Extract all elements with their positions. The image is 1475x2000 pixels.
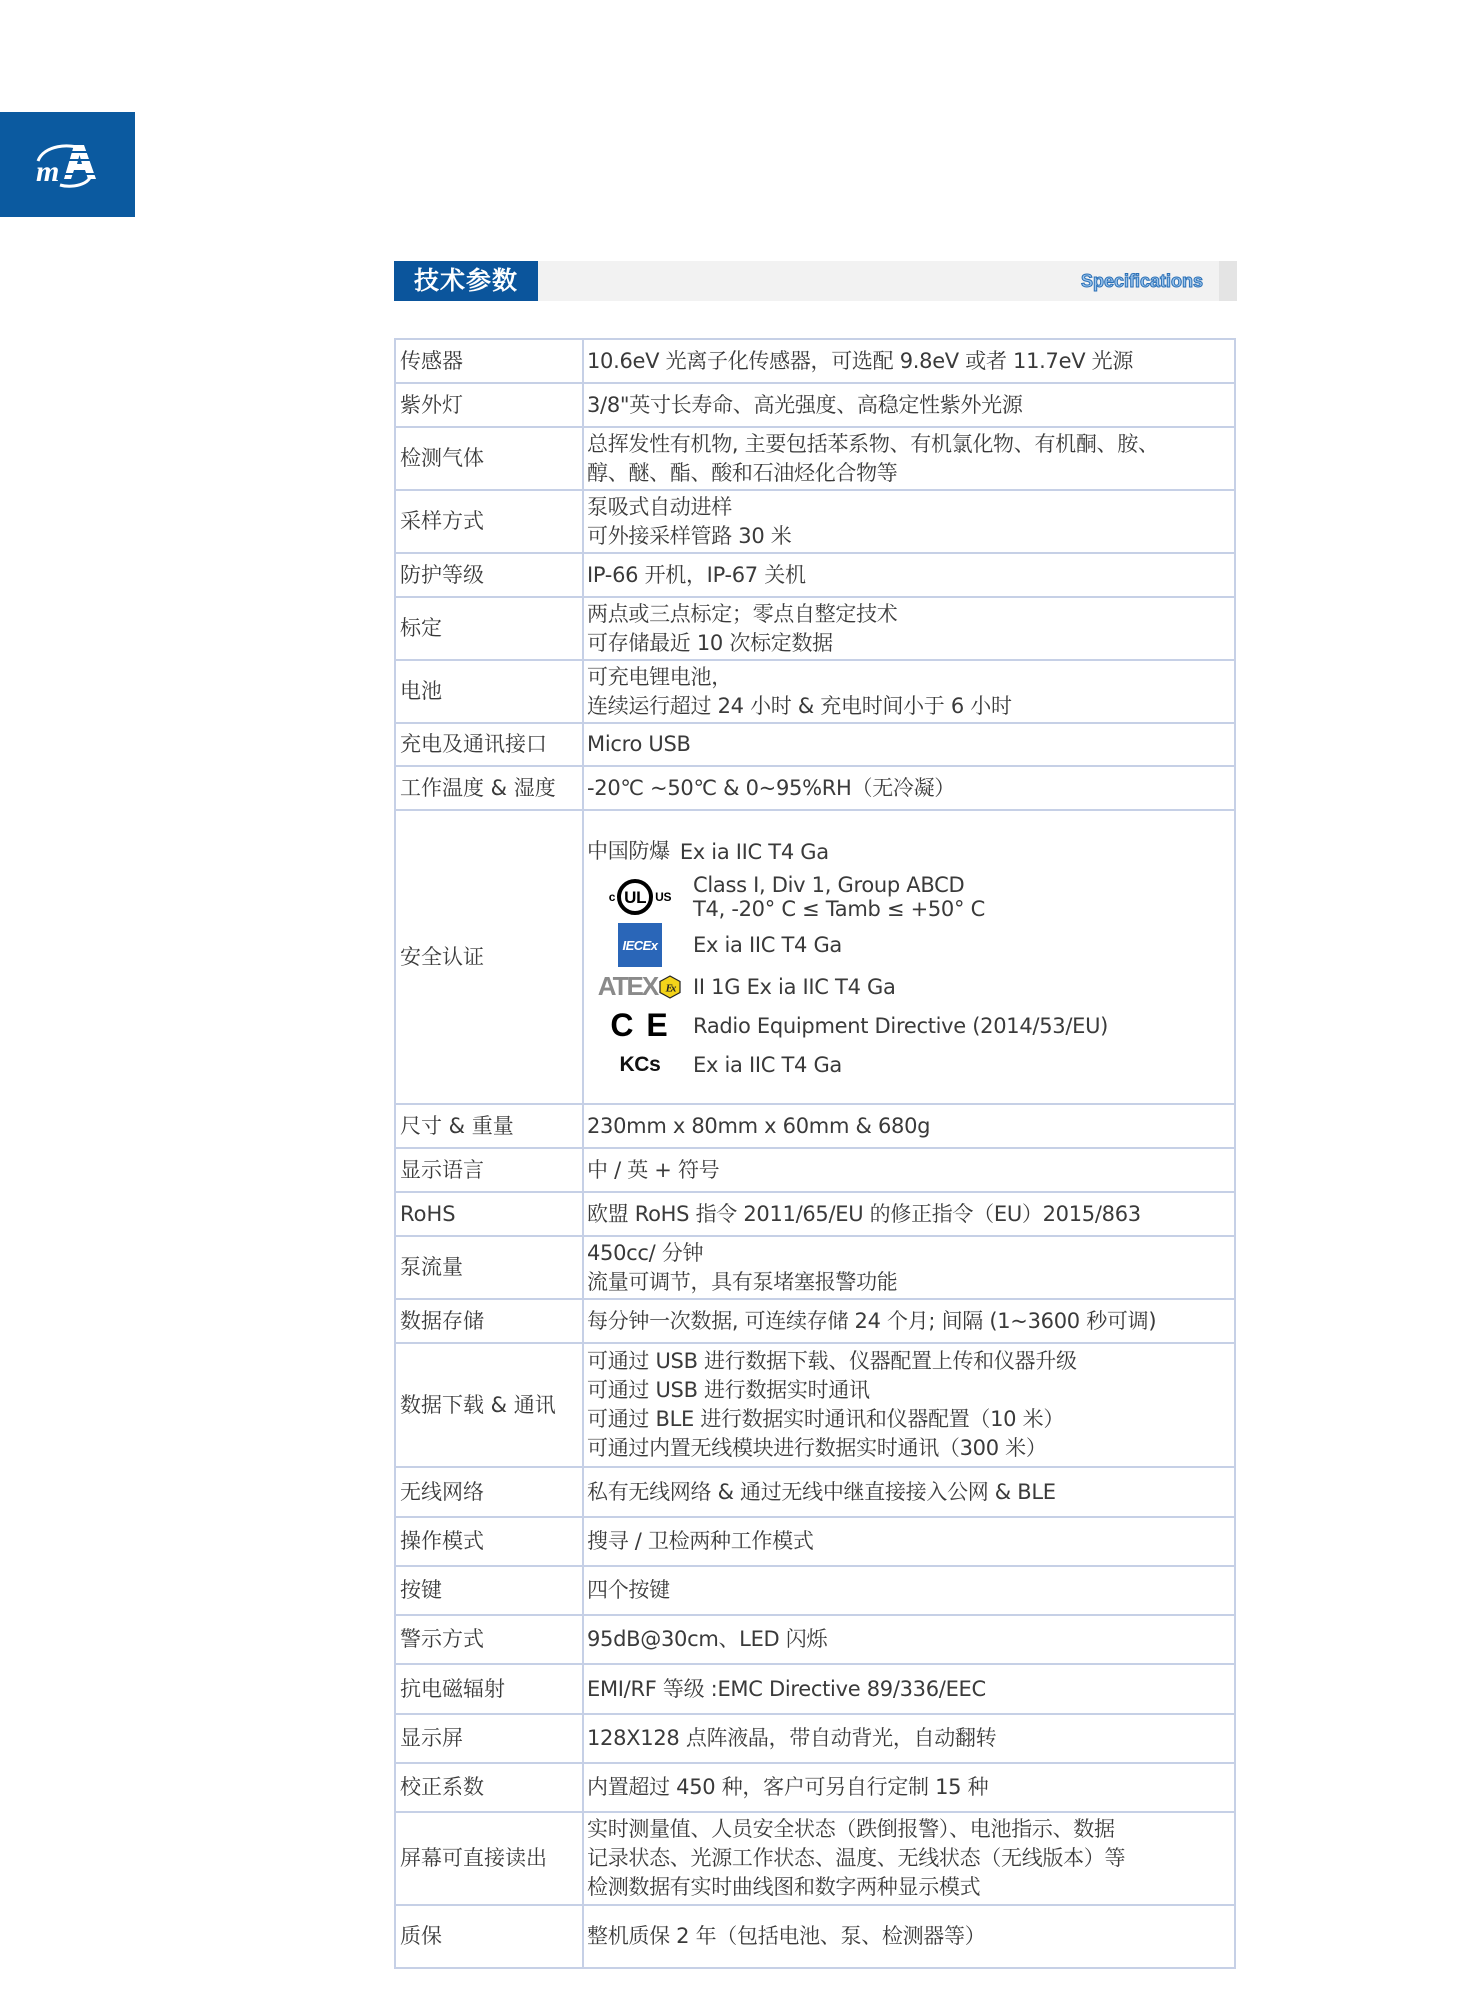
- cert-ul-text: Class I, Div 1, Group ABCD T4, -20° C ≤ Tamb ≤ +50° C: [693, 873, 985, 921]
- spec-label: 抗电磁辐射: [395, 1664, 583, 1714]
- table-row: [395, 1812, 1235, 1905]
- table-row: [395, 766, 1235, 810]
- table-row: [395, 1148, 1235, 1192]
- spec-label: 数据存储: [395, 1299, 583, 1343]
- section-subtitle: Specifications: [1080, 271, 1203, 291]
- spec-value: 实时测量值、人员安全状态（跌倒报警）、电池指示、数据 记录状态、光源工作状态、温度、无线状态（无线版本）等 检测数据有实时曲线图和数字两种显示模式: [583, 1812, 1235, 1905]
- table-row: [395, 1517, 1235, 1566]
- table-row: [395, 1343, 1235, 1467]
- table-row: [395, 597, 1235, 660]
- table-row: [395, 1664, 1235, 1714]
- spec-label: 充电及通讯接口: [395, 723, 583, 766]
- spec-value: 四个按键: [583, 1566, 1235, 1615]
- cert-ce-text: Radio Equipment Directive (2014/53/EU): [693, 1013, 1109, 1038]
- company-logo: [0, 112, 135, 217]
- table-row: [395, 1714, 1235, 1763]
- spec-label: 工作温度 & 湿度: [395, 766, 583, 810]
- spec-value: 450cc/ 分钟 流量可调节，具有泵堵塞报警功能: [583, 1236, 1235, 1299]
- spec-label: 尺寸 & 重量: [395, 1104, 583, 1148]
- table-row: [395, 383, 1235, 427]
- spec-value: 128X128 点阵液晶，带自动背光，自动翻转: [583, 1714, 1235, 1763]
- spec-value: EMI/RF 等级 :EMC Directive 89/336/EEC: [583, 1664, 1235, 1714]
- spec-table: [394, 338, 1236, 1969]
- spec-label: 标定: [395, 597, 583, 660]
- table-row: [395, 660, 1235, 723]
- spec-label: 泵流量: [395, 1236, 583, 1299]
- spec-value: 内置超过 450 种，客户可另自行定制 15 种: [583, 1763, 1235, 1812]
- table-row: [395, 490, 1235, 553]
- cert-atex: [587, 967, 1230, 1006]
- table-row: [395, 1192, 1235, 1236]
- table-row-safety-certification: [395, 810, 1235, 1104]
- spec-value: 可通过 USB 进行数据下载、仪器配置上传和仪器升级 可通过 USB 进行数据实时通讯 可通过 BLE 进行数据实时通讯和仪器配置（10 米） 可通过内置无线模块进行数据实时通讯（300 米）: [583, 1343, 1235, 1467]
- table-row: [395, 1236, 1235, 1299]
- table-row: [395, 1566, 1235, 1615]
- cert-atex-text: II 1G Ex ia IIC T4 Ga: [693, 974, 896, 999]
- table-row: [395, 427, 1235, 490]
- section-header: [394, 261, 1237, 301]
- spec-label: 安全认证: [395, 810, 583, 1104]
- spec-value: 95dB@30cm、LED 闪烁: [583, 1615, 1235, 1664]
- spec-value: 私有无线网络 & 通过无线中继直接接入公网 & BLE: [583, 1467, 1235, 1517]
- spec-label: 无线网络: [395, 1467, 583, 1517]
- iecex-icon: IECEx: [618, 923, 662, 967]
- spec-value: 可充电锂电池， 连续运行超过 24 小时 & 充电时间小于 6 小时: [583, 660, 1235, 723]
- table-row: [395, 1615, 1235, 1664]
- spec-value: 10.6eV 光离子化传感器，可选配 9.8eV 或者 11.7eV 光源: [583, 339, 1235, 383]
- section-title: 技术参数: [394, 261, 538, 301]
- ce-icon: C E: [610, 1007, 670, 1043]
- spec-label: 数据下载 & 通讯: [395, 1343, 583, 1467]
- spec-value: 欧盟 RoHS 指令 2011/65/EU 的修正指令（EU）2015/863: [583, 1192, 1235, 1236]
- cert-iecex: [587, 923, 1230, 967]
- header-edge: [1219, 261, 1237, 301]
- kcs-icon: KCs: [619, 1053, 661, 1076]
- svg-text:Ex: Ex: [665, 982, 675, 994]
- spec-label: 防护等级: [395, 553, 583, 597]
- cert-ce: [587, 1006, 1230, 1045]
- spec-value: -20℃ ~50℃ & 0~95%RH（无冷凝）: [583, 766, 1235, 810]
- table-row: [395, 1905, 1235, 1968]
- table-row: [395, 339, 1235, 383]
- mea-logo-icon: [30, 139, 106, 191]
- table-row: [395, 1299, 1235, 1343]
- spec-label: 警示方式: [395, 1615, 583, 1664]
- spec-value: 整机质保 2 年（包括电池、泵、检测器等）: [583, 1905, 1235, 1968]
- spec-value: 3/8"英寸长寿命、高光强度、高稳定性紫外光源: [583, 383, 1235, 427]
- table-row: [395, 1104, 1235, 1148]
- spec-label: 显示屏: [395, 1714, 583, 1763]
- spec-label: RoHS: [395, 1192, 583, 1236]
- spec-label: 质保: [395, 1905, 583, 1968]
- spec-label: 电池: [395, 660, 583, 723]
- spec-label: 采样方式: [395, 490, 583, 553]
- spec-value: 总挥发性有机物, 主要包括苯系物、有机氯化物、有机酮、胺、 醇、醚、酯、酸和石油烃化合物等: [583, 427, 1235, 490]
- spec-value: Micro USB: [583, 723, 1235, 766]
- table-row: [395, 1763, 1235, 1812]
- cert-list: [583, 810, 1235, 1104]
- spec-label: 传感器: [395, 339, 583, 383]
- cert-china: [587, 832, 1230, 871]
- svg-text:m: m: [35, 154, 59, 188]
- cert-ul: [587, 871, 1230, 923]
- table-row: [395, 553, 1235, 597]
- cert-kcs: [587, 1045, 1230, 1084]
- table-row: [395, 1467, 1235, 1517]
- atex-icon: ATEX Ex: [598, 972, 682, 1001]
- spec-value: IP-66 开机，IP-67 关机: [583, 553, 1235, 597]
- spec-label: 按键: [395, 1566, 583, 1615]
- spec-label: 校正系数: [395, 1763, 583, 1812]
- cul-us-icon: c UL US: [609, 879, 671, 915]
- cert-china-label: 中国防爆: [587, 839, 670, 863]
- spec-value: 230mm x 80mm x 60mm & 680g: [583, 1104, 1235, 1148]
- spec-value: 中 / 英 + 符号: [583, 1148, 1235, 1192]
- spec-label: 紫外灯: [395, 383, 583, 427]
- spec-label: 检测气体: [395, 427, 583, 490]
- spec-label: 显示语言: [395, 1148, 583, 1192]
- table-row: [395, 723, 1235, 766]
- spec-value: 搜寻 / 卫检两种工作模式: [583, 1517, 1235, 1566]
- spec-label: 操作模式: [395, 1517, 583, 1566]
- spec-value: 每分钟一次数据, 可连续存储 24 个月; 间隔 (1~3600 秒可调): [583, 1299, 1235, 1343]
- spec-value: 两点或三点标定；零点自整定技术 可存储最近 10 次标定数据: [583, 597, 1235, 660]
- cert-kcs-text: Ex ia IIC T4 Ga: [693, 1052, 842, 1077]
- spec-label: 屏幕可直接读出: [395, 1812, 583, 1905]
- cert-iecex-text: Ex ia IIC T4 Ga: [693, 933, 842, 957]
- cert-china-text: Ex ia IIC T4 Ga: [679, 839, 829, 864]
- spec-value: 泵吸式自动进样 可外接采样管路 30 米: [583, 490, 1235, 553]
